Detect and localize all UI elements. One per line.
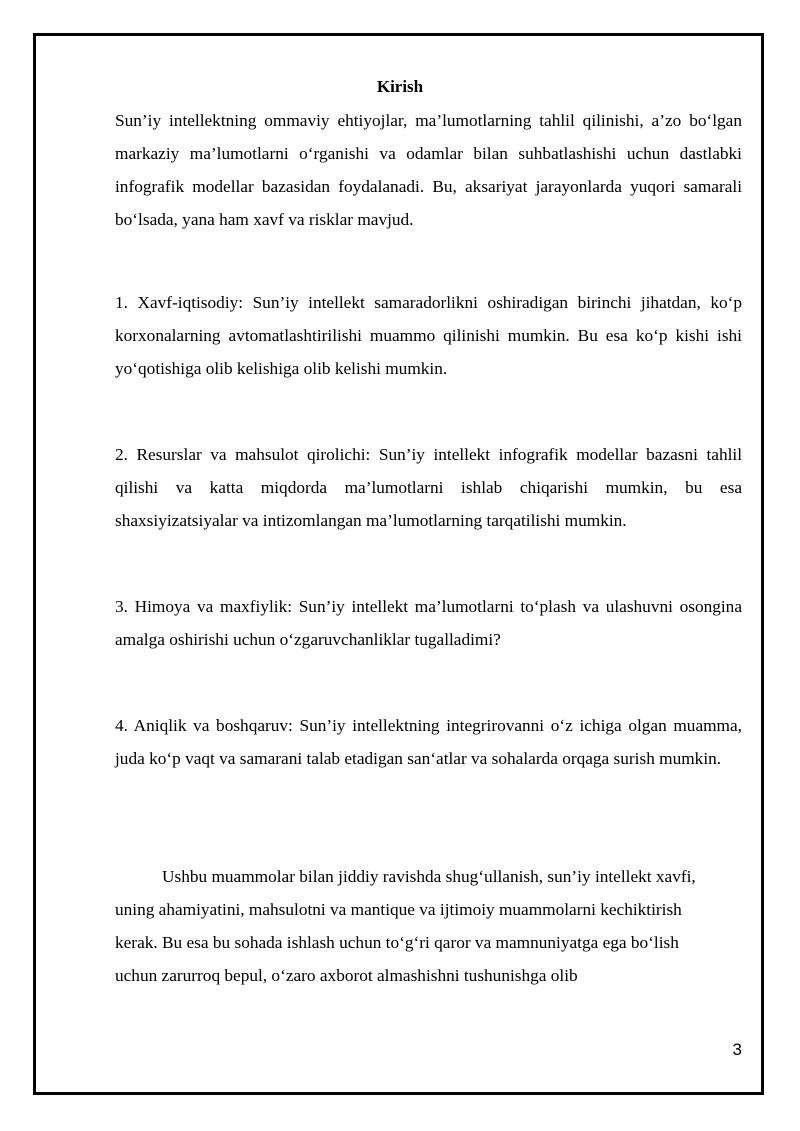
point-3-privacy: 3. Himoya va maxfiylik: Sun’iy intellekt ma’lumotlarni to‘plash va ulashuvni osongina amalga oshirishi uchun o‘zgaruvchanliklar tugalladimi? <box>115 597 742 649</box>
point-4-accuracy: 4. Aniqlik va boshqaruv: Sun’iy intellektning integrirovanni o‘z ichiga olgan muamma, juda ko‘p vaqt va samarani talab etadigan san‘atlar va sohalarda orqaga surish mumkin. <box>115 716 742 768</box>
point-1-economic-risk: 1. Xavf-iqtisodiy: Sun’iy intellekt samaradorlikni oshiradigan birinchi jihatdan, ko‘p korxonalarning avtomatlashtirilishi muammo qilinishi mumkin. Bu esa ko‘p kishi ishi yo‘qotishiga olib kelishiga olib kelishi mumkin. <box>115 293 742 378</box>
section-heading: Kirish <box>376 77 424 96</box>
page-number: 3 <box>732 1040 742 1059</box>
conclusion-paragraph: Ushbu muammolar bilan jiddiy ravishda shug‘ullanish, sun’iy intellekt xavfi, uning ahamiyatini, mahsulotni va mantique va ijtimoiy muammolarni kechiktirish kerak. Bu esa bu sohada ishlash uchun to‘g‘ri qaror va mamnuniyatga ega bo‘lish uchun zarurroq bepul, o‘zaro axborot almashishni tushunishga olib <box>115 867 696 985</box>
point-2-resources: 2. Resurslar va mahsulot qirolichi: Sun’iy intellekt infografik modellar bazasni tahlil qilishi va katta miqdorda ma’lumotlarni ishlab chiqarishi mumkin, bu esa shaxsiyizatsiyalar va intizomlangan ma’lumotlarning tarqatilishi mumkin. <box>115 445 742 530</box>
intro-paragraph: Sun’iy intellektning ommaviy ehtiyojlar, ma’lumotlarning tahlil qilinishi, a’zo bo‘lgan markaziy ma’lumotlarni o‘rganishi va odamlar bilan suhbatlashishi uchun dastlabki infografik modellar bazasidan foydalanadi. Bu, aksariyat jarayonlarda yuqori samarali bo‘lsada, yana ham xavf va risklar mavjud. <box>115 111 742 229</box>
